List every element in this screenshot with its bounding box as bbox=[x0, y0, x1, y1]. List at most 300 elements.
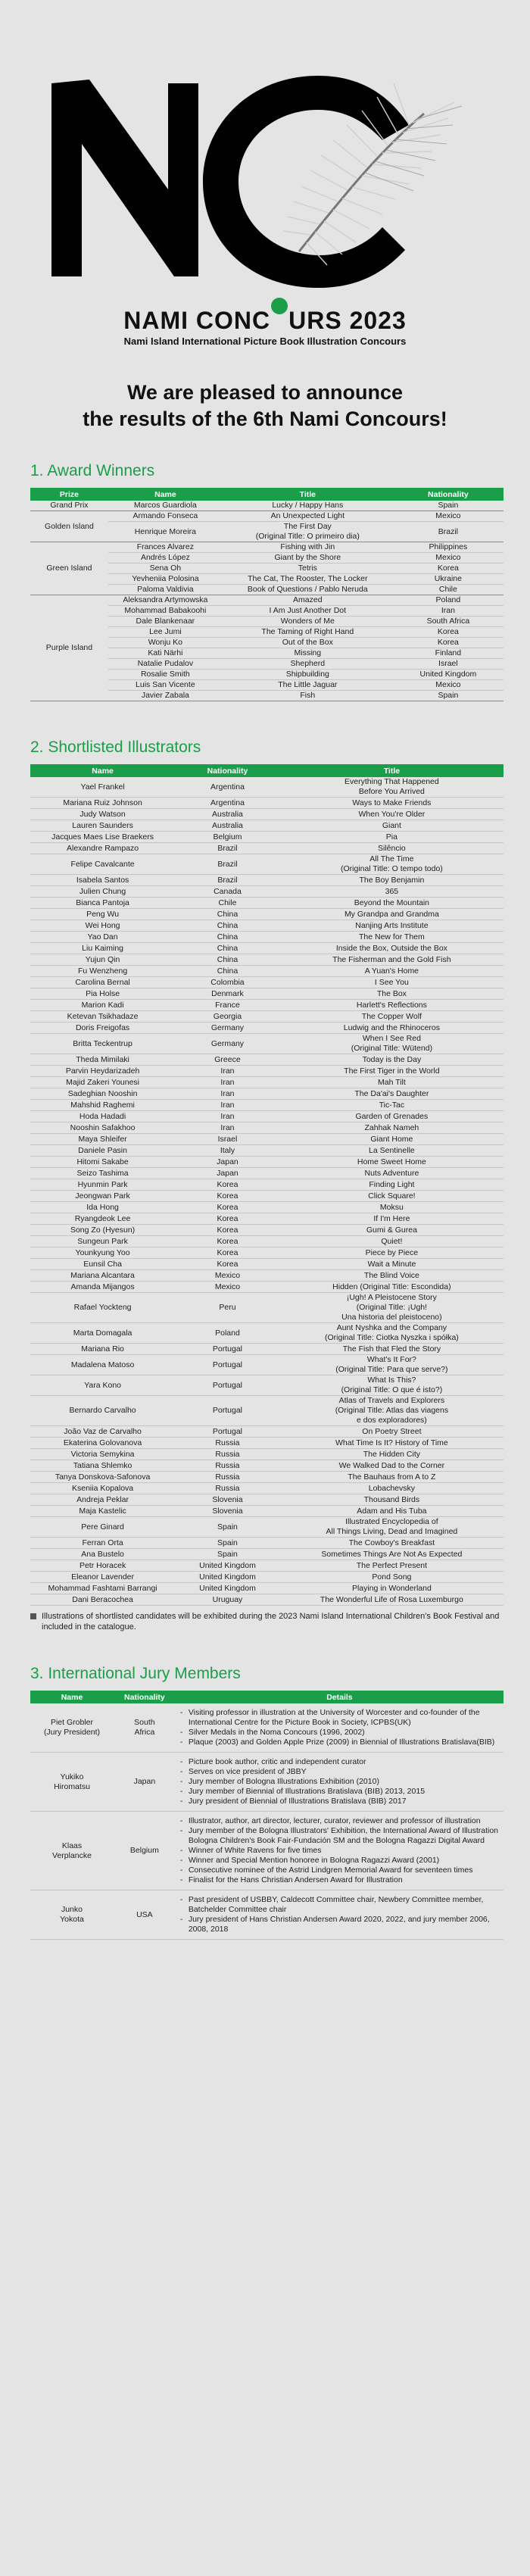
name-cell: Sadeghian Nooshin bbox=[30, 1088, 175, 1100]
table-row bbox=[30, 1517, 504, 1538]
details-item: - Jury member of Biennial of Illustrations Bratislava (BIB) 2013, 2015 bbox=[178, 1787, 501, 1797]
title-cell: Garden of Grenades bbox=[280, 1111, 504, 1123]
name-cell: Mariana Ruiz Johnson bbox=[30, 798, 175, 809]
details-item: - Winner and Special Mention honoree in Bologna Ragazzi Award (2001) bbox=[178, 1856, 501, 1866]
details-item: - Jury president of Biennial of Illustrations Bratislava (BIB) 2017 bbox=[178, 1797, 501, 1806]
nationality-cell: United Kingdom bbox=[393, 670, 504, 680]
title-cell: Aunt Nyshka and the Company (Original Title: Ciotka Nyszka i spółka) bbox=[280, 1323, 504, 1344]
table-row bbox=[30, 1100, 504, 1111]
shortlist-section bbox=[30, 738, 500, 1632]
name-cell: Javier Zabala bbox=[108, 691, 223, 701]
shortlist-note bbox=[30, 1611, 500, 1632]
table-row bbox=[30, 1023, 504, 1034]
nationality-cell: Iran bbox=[175, 1077, 280, 1088]
prize-cell: Grand Prix bbox=[30, 501, 108, 511]
juror-nationality-cell: USA bbox=[114, 1891, 176, 1940]
table-row bbox=[30, 1396, 504, 1426]
details-list bbox=[178, 1895, 501, 1934]
table-row bbox=[30, 595, 504, 606]
nationality-cell: Korea bbox=[175, 1202, 280, 1213]
shortlist-table bbox=[30, 764, 504, 1606]
title-cell: Illustrated Encyclopedia of All Things Living, Dead and Imagined bbox=[280, 1517, 504, 1538]
juror-details-cell bbox=[176, 1891, 504, 1940]
table-row bbox=[30, 798, 504, 809]
announcement-line-1: We are pleased to announce bbox=[126, 381, 404, 404]
brand-subtitle: Nami Island International Picture Book Illustration Concours bbox=[123, 336, 407, 347]
title-cell: Amazed bbox=[223, 595, 393, 606]
table-row bbox=[30, 1438, 504, 1449]
table-row bbox=[30, 886, 504, 898]
column-header: Name bbox=[108, 488, 223, 501]
announcement-line-2: the results of the 6th Nami Concours! bbox=[83, 407, 447, 430]
nationality-cell: Iran bbox=[175, 1088, 280, 1100]
column-header: Nationality bbox=[393, 488, 504, 501]
title-cell: The Box bbox=[280, 988, 504, 1000]
title-cell: Zahhak Nameh bbox=[280, 1123, 504, 1134]
nationality-cell: Brazil bbox=[175, 875, 280, 886]
name-cell: Hoda Hadadi bbox=[30, 1111, 175, 1123]
nationality-cell: Korea bbox=[175, 1259, 280, 1270]
name-cell: Yao Dan bbox=[30, 932, 175, 943]
nationality-cell: Brazil bbox=[175, 843, 280, 854]
title-cell: The New for Them bbox=[280, 932, 504, 943]
column-header: Title bbox=[280, 764, 504, 777]
name-cell: Aleksandra Artymowska bbox=[108, 595, 223, 606]
name-cell: Marta Domagala bbox=[30, 1323, 175, 1344]
title-cell: Adam and His Tuba bbox=[280, 1506, 504, 1517]
name-cell: Bianca Pantoja bbox=[30, 898, 175, 909]
name-cell: Maya Shleifer bbox=[30, 1134, 175, 1145]
jury-section bbox=[30, 1664, 500, 1940]
nationality-cell: Portugal bbox=[175, 1396, 280, 1426]
name-cell: Parvin Heydarizadeh bbox=[30, 1066, 175, 1077]
table-row bbox=[30, 988, 504, 1000]
title-cell: Atlas of Travels and Explorers (Original Title: Atlas das viagens e dos exploradores) bbox=[280, 1396, 504, 1426]
table-row bbox=[30, 977, 504, 988]
table-row bbox=[30, 1538, 504, 1549]
title-cell: ¡Ugh! A Pleistocene Story (Original Title: ¡Ugh! Una historia del pleistoceno) bbox=[280, 1293, 504, 1323]
title-cell: Wonders of Me bbox=[223, 617, 393, 627]
details-list bbox=[178, 1757, 501, 1806]
name-cell: Ekaterina Golovanova bbox=[30, 1438, 175, 1449]
nationality-cell: Mexico bbox=[175, 1270, 280, 1282]
name-cell: Mahshid Raghemi bbox=[30, 1100, 175, 1111]
details-list bbox=[178, 1816, 501, 1885]
nationality-cell: Slovenia bbox=[175, 1494, 280, 1506]
nationality-cell: United Kingdom bbox=[175, 1572, 280, 1583]
name-cell: Sungeun Park bbox=[30, 1236, 175, 1247]
name-cell: Pia Holse bbox=[30, 988, 175, 1000]
table-row bbox=[30, 1111, 504, 1123]
nationality-cell: Australia bbox=[175, 809, 280, 820]
table-row bbox=[30, 1259, 504, 1270]
name-cell: Isabela Santos bbox=[30, 875, 175, 886]
name-cell: Carolina Bernal bbox=[30, 977, 175, 988]
nationality-cell: Mexico bbox=[393, 511, 504, 522]
nationality-cell: Spain bbox=[175, 1517, 280, 1538]
table-row bbox=[30, 1355, 504, 1375]
title-cell: La Sentinelle bbox=[280, 1145, 504, 1157]
name-cell: Younkyung Yoo bbox=[30, 1247, 175, 1259]
table-row bbox=[30, 1236, 504, 1247]
nationality-cell: Portugal bbox=[175, 1344, 280, 1355]
name-cell: Nooshin Safakhoo bbox=[30, 1123, 175, 1134]
name-cell: Eleanor Lavender bbox=[30, 1572, 175, 1583]
nationality-cell: Spain bbox=[175, 1549, 280, 1560]
title-cell: Mah Tilt bbox=[280, 1077, 504, 1088]
nationality-cell: Greece bbox=[175, 1054, 280, 1066]
nationality-cell: Korea bbox=[393, 627, 504, 638]
name-cell: Lee Jumi bbox=[108, 627, 223, 638]
nationality-cell: Germany bbox=[175, 1034, 280, 1054]
title-cell: Book of Questions / Pablo Neruda bbox=[223, 585, 393, 595]
table-row bbox=[30, 1270, 504, 1282]
nationality-cell: Spain bbox=[393, 691, 504, 701]
juror-nationality-cell: South Africa bbox=[114, 1703, 176, 1753]
details-item: - Visiting professor in illustration at the University of Worcester and co-founder of the International Centre for the Picture Book in Society, ICPBS(UK) bbox=[178, 1708, 501, 1728]
title-cell: Ways to Make Friends bbox=[280, 798, 504, 809]
nationality-cell: Mexico bbox=[393, 680, 504, 691]
nationality-cell: Russia bbox=[175, 1449, 280, 1460]
column-header: Name bbox=[30, 1691, 114, 1703]
table-row bbox=[30, 1494, 504, 1506]
table-row bbox=[30, 1583, 504, 1594]
name-cell: Rafael Yockteng bbox=[30, 1293, 175, 1323]
title-cell: Pia bbox=[280, 832, 504, 843]
name-cell: Amanda Mijangos bbox=[30, 1282, 175, 1293]
table-row bbox=[30, 832, 504, 843]
name-cell: Mariana Rio bbox=[30, 1344, 175, 1355]
nationality-cell: South Africa bbox=[393, 617, 504, 627]
nationality-cell: Poland bbox=[175, 1323, 280, 1344]
nationality-cell: China bbox=[175, 966, 280, 977]
title-cell: When I See Red (Original Title: Wütend) bbox=[280, 1034, 504, 1054]
table-row bbox=[30, 875, 504, 886]
juror-details-cell bbox=[176, 1703, 504, 1753]
award-winners-header-row bbox=[30, 488, 504, 501]
nationality-cell: Iran bbox=[175, 1111, 280, 1123]
details-item: - Jury member of Bologna Illustrations Exhibition (2010) bbox=[178, 1777, 501, 1787]
name-cell: Alexandre Rampazo bbox=[30, 843, 175, 854]
name-cell: Theda Mimilaki bbox=[30, 1054, 175, 1066]
name-cell: Henrique Moreira bbox=[108, 522, 223, 542]
name-cell: Marion Kadi bbox=[30, 1000, 175, 1011]
name-cell: Yara Kono bbox=[30, 1375, 175, 1396]
nationality-cell: Argentina bbox=[175, 798, 280, 809]
table-row bbox=[30, 909, 504, 920]
nationality-cell: China bbox=[175, 932, 280, 943]
title-cell: Moksu bbox=[280, 1202, 504, 1213]
nationality-cell: Belgium bbox=[175, 832, 280, 843]
title-cell: Everything That Happened Before You Arrived bbox=[280, 777, 504, 798]
table-row bbox=[30, 542, 504, 553]
name-cell: Britta Teckentrup bbox=[30, 1034, 175, 1054]
name-cell: Seizo Tashima bbox=[30, 1168, 175, 1179]
table-row bbox=[30, 1375, 504, 1396]
title-cell: My Grandpa and Grandma bbox=[280, 909, 504, 920]
column-header: Title bbox=[223, 488, 393, 501]
nationality-cell: Spain bbox=[393, 501, 504, 511]
column-header: Name bbox=[30, 764, 175, 777]
nationality-cell: Mexico bbox=[175, 1282, 280, 1293]
nationality-cell: Poland bbox=[393, 595, 504, 606]
title-cell: The Taming of Right Hand bbox=[223, 627, 393, 638]
title-cell: Piece by Piece bbox=[280, 1247, 504, 1259]
table-row bbox=[30, 1594, 504, 1606]
title-cell: An Unexpected Light bbox=[223, 511, 393, 522]
name-cell: Wonju Ko bbox=[108, 638, 223, 648]
title-cell: I See You bbox=[280, 977, 504, 988]
title-cell: Nanjing Arts Institute bbox=[280, 920, 504, 932]
nationality-cell: Korea bbox=[175, 1191, 280, 1202]
name-cell: Dale Blankenaar bbox=[108, 617, 223, 627]
nationality-cell: Uruguay bbox=[175, 1594, 280, 1606]
table-row bbox=[30, 1506, 504, 1517]
nationality-cell: Spain bbox=[175, 1538, 280, 1549]
name-cell: Ferran Orta bbox=[30, 1538, 175, 1549]
title-cell: The Fish that Fled the Story bbox=[280, 1344, 504, 1355]
nationality-cell: Finland bbox=[393, 648, 504, 659]
name-cell: Maja Kastelic bbox=[30, 1506, 175, 1517]
title-cell: Pond Song bbox=[280, 1572, 504, 1583]
nationality-cell: Ukraine bbox=[393, 574, 504, 585]
table-row bbox=[30, 1472, 504, 1483]
title-cell: Finding Light bbox=[280, 1179, 504, 1191]
name-cell: Paloma Valdivia bbox=[108, 585, 223, 595]
table-row bbox=[30, 966, 504, 977]
name-cell: Andrés López bbox=[108, 553, 223, 564]
nationality-cell: France bbox=[175, 1000, 280, 1011]
title-cell: Shipbuilding bbox=[223, 670, 393, 680]
nationality-cell: China bbox=[175, 954, 280, 966]
juror-details-cell bbox=[176, 1812, 504, 1891]
prize-cell: Golden Island bbox=[30, 511, 108, 542]
nationality-cell: Korea bbox=[175, 1236, 280, 1247]
table-row bbox=[30, 854, 504, 875]
logo-letter-n bbox=[51, 80, 198, 276]
nationality-cell: Mexico bbox=[393, 553, 504, 564]
title-cell: The First Tiger in the World bbox=[280, 1066, 504, 1077]
name-cell: Petr Horacek bbox=[30, 1560, 175, 1572]
name-cell: Jeongwan Park bbox=[30, 1191, 175, 1202]
name-cell: Yevheniia Polosina bbox=[108, 574, 223, 585]
table-row bbox=[30, 820, 504, 832]
title-cell: Fishing with Jin bbox=[223, 542, 393, 553]
name-cell: Madalena Matoso bbox=[30, 1355, 175, 1375]
name-cell: Doris Freigofas bbox=[30, 1023, 175, 1034]
table-row bbox=[30, 932, 504, 943]
table-row bbox=[30, 1549, 504, 1560]
table-row bbox=[30, 777, 504, 798]
name-cell: Dani Beracochea bbox=[30, 1594, 175, 1606]
title-cell: Inside the Box, Outside the Box bbox=[280, 943, 504, 954]
name-cell: Julien Chung bbox=[30, 886, 175, 898]
table-row bbox=[30, 920, 504, 932]
nationality-cell: Japan bbox=[175, 1168, 280, 1179]
table-row bbox=[30, 1157, 504, 1168]
title-cell: The Cowboy's Breakfast bbox=[280, 1538, 504, 1549]
name-cell: Peng Wu bbox=[30, 909, 175, 920]
table-row bbox=[30, 1225, 504, 1236]
title-cell: Harlett's Reflections bbox=[280, 1000, 504, 1011]
title-cell: Sometimes Things Are Not As Expected bbox=[280, 1549, 504, 1560]
title-cell: The Boy Benjamin bbox=[280, 875, 504, 886]
jury-table bbox=[30, 1691, 504, 1940]
title-cell: I Am Just Another Dot bbox=[223, 606, 393, 617]
title-cell: What's It For? (Original Title: Para que serve?) bbox=[280, 1355, 504, 1375]
details-item: - Picture book author, critic and independent curator bbox=[178, 1757, 501, 1767]
name-cell: Pere Ginard bbox=[30, 1517, 175, 1538]
details-item: - Plaque (2003) and Golden Apple Prize (2009) in Biennial of Illustrations Bratislava(BIB) bbox=[178, 1738, 501, 1747]
jury-row bbox=[30, 1703, 504, 1753]
table-row bbox=[30, 511, 504, 522]
award-winners-title: 1. Award Winners bbox=[30, 462, 155, 479]
name-cell: Sena Oh bbox=[108, 564, 223, 574]
title-cell: Out of the Box bbox=[223, 638, 393, 648]
title-cell: Nuts Adventure bbox=[280, 1168, 504, 1179]
table-row bbox=[30, 1426, 504, 1438]
bullet-square-icon bbox=[30, 1613, 36, 1619]
name-cell: Yael Frankel bbox=[30, 777, 175, 798]
title-cell: All The Time (Original Title: O tempo todo) bbox=[280, 854, 504, 875]
table-row bbox=[30, 1572, 504, 1583]
nationality-cell: Russia bbox=[175, 1460, 280, 1472]
name-cell: Majid Zakeri Younesi bbox=[30, 1077, 175, 1088]
brand-title bbox=[0, 307, 530, 334]
table-row bbox=[30, 1134, 504, 1145]
title-cell: Shepherd bbox=[223, 659, 393, 670]
shortlist-header-row bbox=[30, 764, 504, 777]
name-cell: Hyunmin Park bbox=[30, 1179, 175, 1191]
nationality-cell: Portugal bbox=[175, 1355, 280, 1375]
nationality-cell: Argentina bbox=[175, 777, 280, 798]
name-cell: Mohammad Babakoohi bbox=[108, 606, 223, 617]
name-cell: Ryangdeok Lee bbox=[30, 1213, 175, 1225]
nationality-cell: Japan bbox=[175, 1157, 280, 1168]
table-row bbox=[30, 1282, 504, 1293]
table-row bbox=[30, 1066, 504, 1077]
name-cell: Frances Alvarez bbox=[108, 542, 223, 553]
nationality-cell: United Kingdom bbox=[175, 1560, 280, 1572]
title-cell: When You're Older bbox=[280, 809, 504, 820]
nationality-cell: United Kingdom bbox=[175, 1583, 280, 1594]
table-row bbox=[30, 1483, 504, 1494]
title-cell: The Fisherman and the Gold Fish bbox=[280, 954, 504, 966]
title-cell: Thousand Birds bbox=[280, 1494, 504, 1506]
table-row bbox=[30, 1344, 504, 1355]
table-row bbox=[30, 843, 504, 854]
title-cell: Giant Home bbox=[280, 1134, 504, 1145]
table-row bbox=[30, 501, 504, 511]
table-row bbox=[30, 1460, 504, 1472]
name-cell: Ana Bustelo bbox=[30, 1549, 175, 1560]
nationality-cell: Italy bbox=[175, 1145, 280, 1157]
title-cell: Today is the Day bbox=[280, 1054, 504, 1066]
table-row bbox=[30, 809, 504, 820]
juror-name-cell: Piet Grobler (Jury President) bbox=[30, 1703, 114, 1753]
nationality-cell: Korea bbox=[393, 564, 504, 574]
title-cell: A Yuan's Home bbox=[280, 966, 504, 977]
name-cell: João Vaz de Carvalho bbox=[30, 1426, 175, 1438]
nationality-cell: Korea bbox=[175, 1225, 280, 1236]
name-cell: Mohammad Fashtami Barrangi bbox=[30, 1583, 175, 1594]
logo-letter-c bbox=[203, 76, 409, 288]
jury-row bbox=[30, 1753, 504, 1812]
name-cell: Luis San Vicente bbox=[108, 680, 223, 691]
title-cell: Giant bbox=[280, 820, 504, 832]
title-cell: Home Sweet Home bbox=[280, 1157, 504, 1168]
name-cell: Ketevan Tsikhadaze bbox=[30, 1011, 175, 1023]
name-cell: Judy Watson bbox=[30, 809, 175, 820]
title-cell: Tetris bbox=[223, 564, 393, 574]
table-row bbox=[30, 1560, 504, 1572]
title-cell: Gumi & Gurea bbox=[280, 1225, 504, 1236]
table-row bbox=[30, 1293, 504, 1323]
nationality-cell: Australia bbox=[175, 820, 280, 832]
name-cell: Natalie Pudalov bbox=[108, 659, 223, 670]
name-cell: Hitomi Sakabe bbox=[30, 1157, 175, 1168]
nationality-cell: Israel bbox=[175, 1134, 280, 1145]
nationality-cell: Canada bbox=[175, 886, 280, 898]
column-header: Nationality bbox=[175, 764, 280, 777]
title-cell: If I'm Here bbox=[280, 1213, 504, 1225]
nationality-cell: Russia bbox=[175, 1483, 280, 1494]
jury-row bbox=[30, 1891, 504, 1940]
name-cell: Mariana Alcantara bbox=[30, 1270, 175, 1282]
title-cell: Playing in Wonderland bbox=[280, 1583, 504, 1594]
title-cell: The Wonderful Life of Rosa Luxemburgo bbox=[280, 1594, 504, 1606]
name-cell: Armando Fonseca bbox=[108, 511, 223, 522]
nationality-cell: China bbox=[175, 920, 280, 932]
hero-banner bbox=[0, 0, 530, 382]
nationality-cell: Iran bbox=[175, 1066, 280, 1077]
name-cell: Jacques Maes Lise Braekers bbox=[30, 832, 175, 843]
nationality-cell: Russia bbox=[175, 1438, 280, 1449]
nationality-cell: Korea bbox=[175, 1247, 280, 1259]
title-cell: We Walked Dad to the Corner bbox=[280, 1460, 504, 1472]
award-winners-section bbox=[30, 461, 500, 701]
table-row bbox=[30, 1000, 504, 1011]
nationality-cell: Brazil bbox=[175, 854, 280, 875]
title-cell: Click Square! bbox=[280, 1191, 504, 1202]
jury-header-row bbox=[30, 1691, 504, 1703]
shortlist-note-text: Illustrations of shortlisted candidates will be exhibited during the 2023 Nami Island International Children's Book Festival and included in the catalogue. bbox=[42, 1612, 500, 1631]
nationality-cell: Russia bbox=[175, 1472, 280, 1483]
column-header: Details bbox=[176, 1691, 504, 1703]
nationality-cell: China bbox=[175, 943, 280, 954]
name-cell: Fu Wenzheng bbox=[30, 966, 175, 977]
details-item: - Serves on vice president of JBBY bbox=[178, 1767, 501, 1777]
name-cell: Tatiana Shlemko bbox=[30, 1460, 175, 1472]
nationality-cell: Israel bbox=[393, 659, 504, 670]
details-item: - Silver Medals in the Noma Concours (1996, 2002) bbox=[178, 1728, 501, 1738]
details-item: - Past president of USBBY, Caldecott Committee chair, Newbery Committee member, Batchelder Committee chair bbox=[178, 1895, 501, 1915]
name-cell: Lauren Saunders bbox=[30, 820, 175, 832]
table-row bbox=[30, 1191, 504, 1202]
title-cell: Giant by the Shore bbox=[223, 553, 393, 564]
table-row bbox=[30, 1123, 504, 1134]
table-row bbox=[30, 1179, 504, 1191]
juror-name-cell: Klaas Verplancke bbox=[30, 1812, 114, 1891]
nationality-cell: Korea bbox=[393, 638, 504, 648]
nationality-cell: Korea bbox=[175, 1213, 280, 1225]
nationality-cell: Philippines bbox=[393, 542, 504, 553]
title-cell: Ludwig and the Rhinoceros bbox=[280, 1023, 504, 1034]
nationality-cell: Korea bbox=[175, 1179, 280, 1191]
name-cell: Wei Hong bbox=[30, 920, 175, 932]
table-row bbox=[30, 1247, 504, 1259]
name-cell: Victoria Semykina bbox=[30, 1449, 175, 1460]
